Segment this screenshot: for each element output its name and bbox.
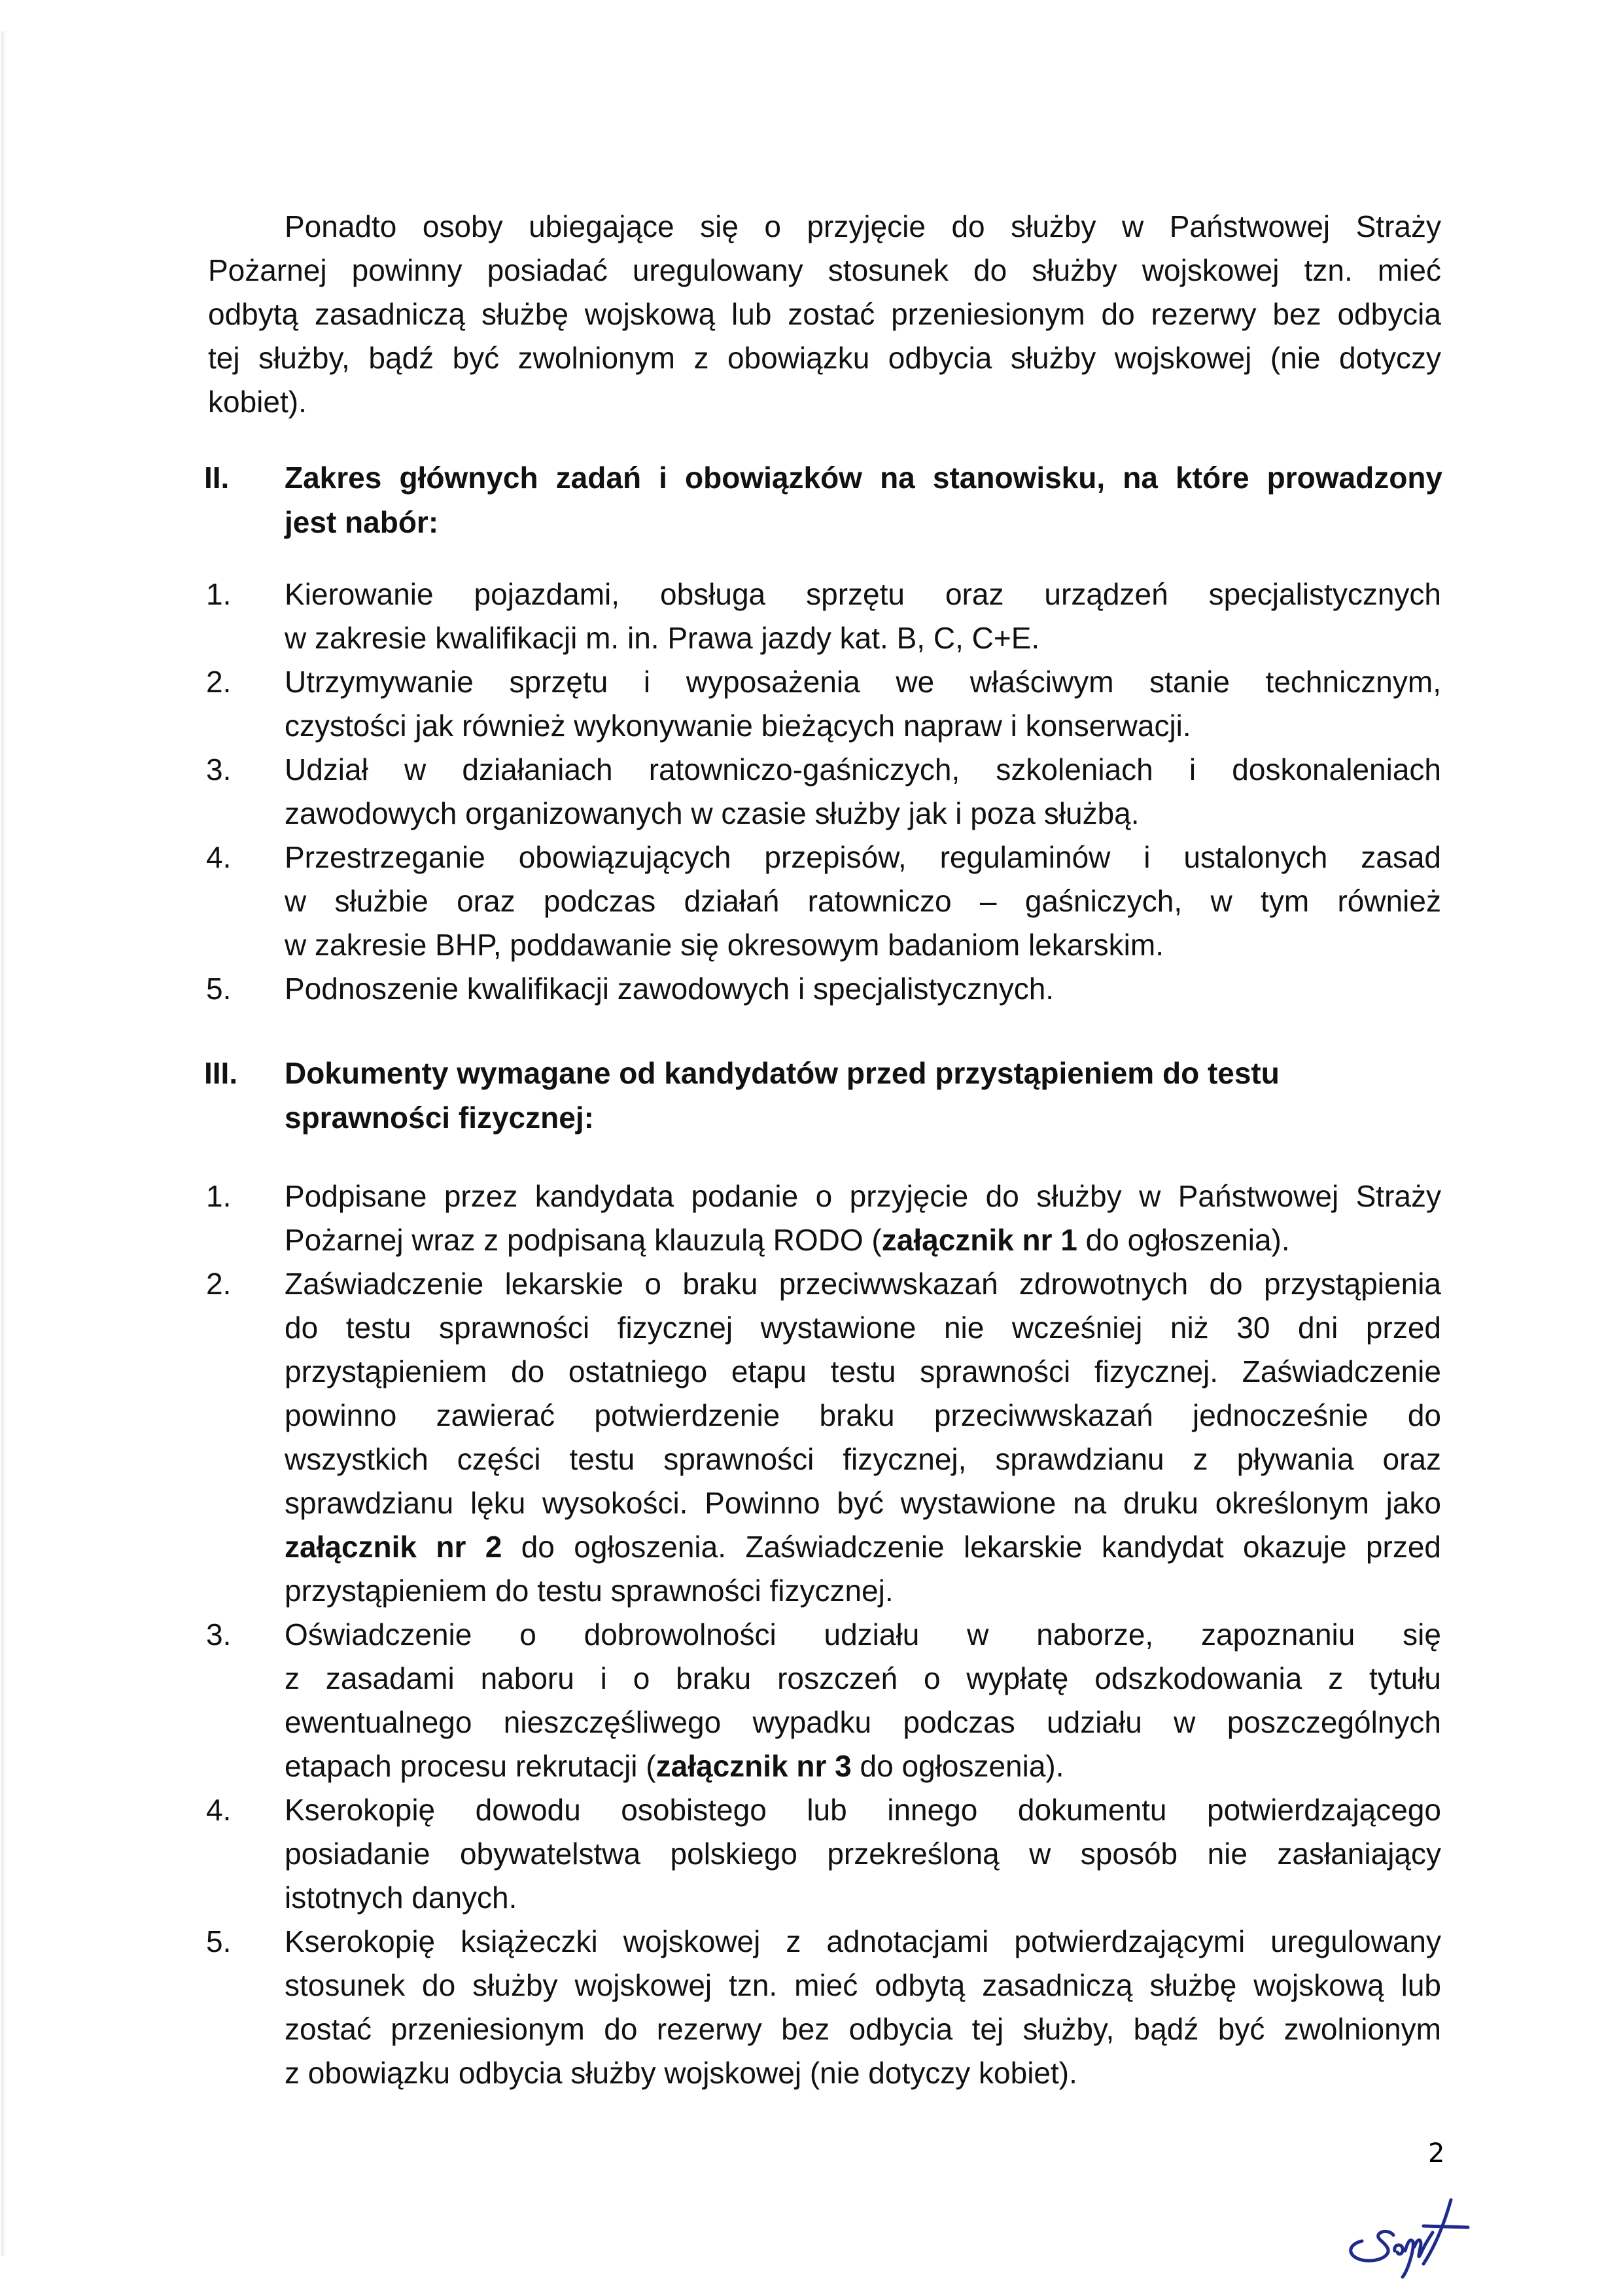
list-item-number: 5. bbox=[206, 972, 232, 1006]
line-text: Pożarnej wraz z podpisaną klauzulą RODO ( bbox=[285, 1223, 882, 1257]
list-item-number: 3. bbox=[206, 752, 232, 786]
list-item-number: 2. bbox=[206, 665, 232, 699]
line-text: do ogłoszenia. Zaświadczenie lekarskie kandydat okazuje przed bbox=[502, 1530, 1441, 1564]
list-item-number: 1. bbox=[206, 1179, 232, 1213]
section-title-line: sprawności fizycznej: bbox=[285, 1101, 594, 1135]
attachment-ref: załącznik nr 2 bbox=[285, 1530, 502, 1564]
page-number: 2 bbox=[1428, 2138, 1445, 2168]
list-item-line: Podpisane przez kandydata podanie o przyjęcie do służby w Państwowej Straży bbox=[285, 1179, 1441, 1213]
line-text: do ogłoszenia). bbox=[851, 1749, 1064, 1783]
list-item-line: w zakresie BHP, poddawanie się okresowym badaniom lekarskim. bbox=[285, 928, 1164, 962]
list-item-number: 1. bbox=[206, 577, 232, 611]
list-item-line: Udział w działaniach ratowniczo-gaśniczych, szkoleniach i doskonaleniach bbox=[285, 752, 1441, 786]
list-item-line: w zakresie kwalifikacji m. in. Prawa jazdy kat. B, C, C+E. bbox=[285, 621, 1040, 655]
section-title-line: Dokumenty wymagane od kandydatów przed przystąpieniem do testu bbox=[285, 1056, 1280, 1090]
handwritten-signature-icon bbox=[1342, 2179, 1486, 2284]
section-numeral: III. bbox=[204, 1056, 238, 1090]
list-item-number: 2. bbox=[206, 1267, 232, 1301]
line-text: etapach procesu rekrutacji ( bbox=[285, 1749, 656, 1783]
section-numeral: II. bbox=[204, 461, 230, 495]
paragraph-line: kobiet). bbox=[208, 385, 307, 419]
line-text: do ogłoszenia). bbox=[1077, 1223, 1290, 1257]
section-title-line: Zakres głównych zadań i obowiązków na stanowisku, na które prowadzony bbox=[285, 461, 1442, 495]
list-item-line: wszystkich części testu sprawności fizycznej, sprawdzianu z pływania oraz bbox=[285, 1442, 1441, 1476]
list-item-line: z obowiązku odbycia służby wojskowej (nie dotyczy kobiet). bbox=[285, 2056, 1077, 2090]
list-item-line: czystości jak również wykonywanie bieżących napraw i konserwacji. bbox=[285, 709, 1191, 743]
attachment-ref: załącznik nr 3 bbox=[655, 1749, 852, 1783]
section-title-line: jest nabór: bbox=[285, 505, 439, 539]
list-item-line bbox=[285, 1528, 1441, 1565]
list-item-line: zawodowych organizowanych w czasie służby jak i poza służbą. bbox=[285, 796, 1140, 830]
list-item-line: ewentualnego nieszczęśliwego wypadku podczas udziału w poszczególnych bbox=[285, 1705, 1441, 1739]
list-item-line: przystąpieniem do testu sprawności fizycznej. bbox=[285, 1574, 894, 1608]
list-item-line: Podnoszenie kwalifikacji zawodowych i specjalistycznych. bbox=[285, 972, 1055, 1006]
list-item-number: 3. bbox=[206, 1617, 232, 1651]
list-item-line: stosunek do służby wojskowej tzn. mieć odbytą zasadniczą służbę wojskową lub bbox=[285, 1968, 1441, 2002]
list-item-line: istotnych danych. bbox=[285, 1881, 517, 1915]
list-item-line: do testu sprawności fizycznej wystawione nie wcześniej niż 30 dni przed bbox=[285, 1311, 1441, 1345]
list-item-line: z zasadami naboru i o braku roszczeń o wypłatę odszkodowania z tytułu bbox=[285, 1661, 1441, 1695]
list-item-line: zostać przeniesionym do rezerwy bez odbycia tej służby, bądź być zwolnionym bbox=[285, 2012, 1441, 2046]
list-item-line bbox=[285, 1748, 1441, 1784]
list-item-line: sprawdzianu lęku wysokości. Powinno być wystawione na druku określonym jako bbox=[285, 1486, 1441, 1520]
paragraph-line: tej służby, bądź być zwolnionym z obowiązku odbycia służby wojskowej (nie dotyczy bbox=[208, 341, 1441, 375]
list-item-line: w służbie oraz podczas działań ratowniczo – gaśniczych, w tym również bbox=[285, 884, 1441, 918]
list-item-line: Przestrzeganie obowiązujących przepisów, regulaminów i ustalonych zasad bbox=[285, 840, 1441, 874]
paragraph-line: Ponadto osoby ubiegające się o przyjęcie do służby w Państwowej Straży bbox=[285, 209, 1441, 243]
list-item-line: Oświadczenie o dobrowolności udziału w naborze, zapoznaniu się bbox=[285, 1617, 1441, 1651]
list-item-line: posiadanie obywatelstwa polskiego przekreśloną w sposób nie zasłaniający bbox=[285, 1837, 1441, 1871]
list-item-line: przystąpieniem do ostatniego etapu testu sprawności fizycznej. Zaświadczenie bbox=[285, 1354, 1441, 1388]
paragraph-line: Pożarnej powinny posiadać uregulowany stosunek do służby wojskowej tzn. mieć bbox=[208, 253, 1441, 287]
paragraph-line: odbytą zasadniczą służbę wojskową lub zostać przeniesionym do rezerwy bez odbycia bbox=[208, 297, 1441, 331]
list-item-line: Kserokopię książeczki wojskowej z adnotacjami potwierdzającymi uregulowany bbox=[285, 1924, 1441, 1958]
list-item-line: powinno zawierać potwierdzenie braku przeciwwskazań jednocześnie do bbox=[285, 1398, 1441, 1432]
list-item-number: 4. bbox=[206, 840, 232, 874]
list-item-line bbox=[285, 1222, 1441, 1258]
list-item-number: 4. bbox=[206, 1793, 232, 1827]
list-item-line: Kserokopię dowodu osobistego lub innego dokumentu potwierdzającego bbox=[285, 1793, 1441, 1827]
list-item-line: Utrzymywanie sprzętu i wyposażenia we właściwym stanie technicznym, bbox=[285, 665, 1441, 699]
attachment-ref: załącznik nr 1 bbox=[881, 1223, 1077, 1257]
list-item-line: Kierowanie pojazdami, obsługa sprzętu oraz urządzeń specjalistycznych bbox=[285, 577, 1441, 611]
list-item-number: 5. bbox=[206, 1924, 232, 1958]
list-item-line: Zaświadczenie lekarskie o braku przeciwwskazań zdrowotnych do przystąpienia bbox=[285, 1267, 1441, 1301]
